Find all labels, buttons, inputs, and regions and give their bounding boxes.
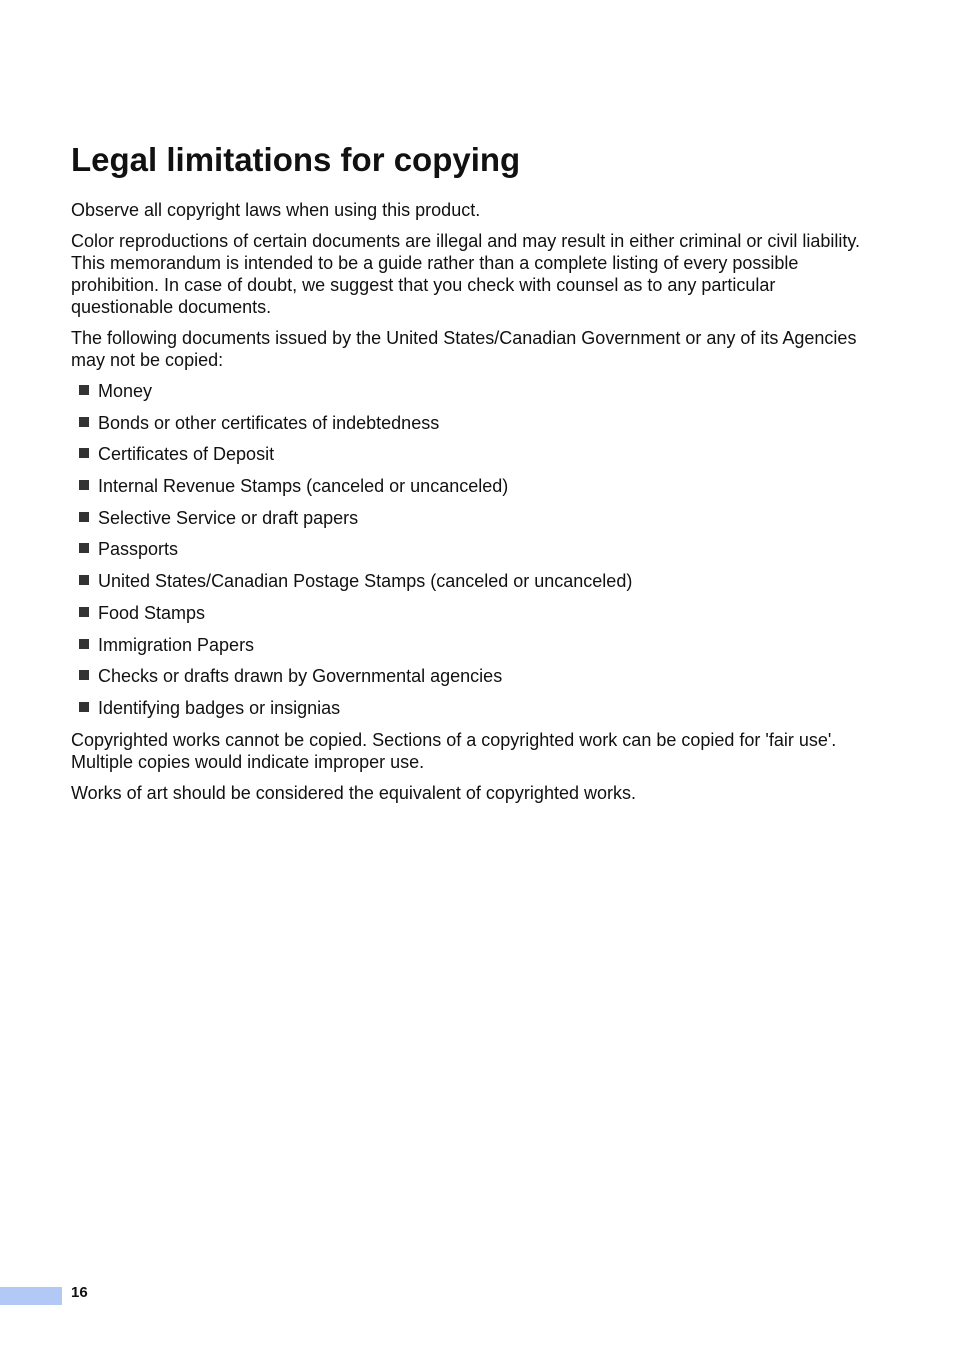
- list-item: [71, 443, 871, 465]
- square-bullet-icon: [79, 702, 89, 712]
- list-item: [71, 665, 871, 687]
- list-item-text: Money: [98, 381, 153, 401]
- square-bullet-icon: [79, 575, 89, 585]
- square-bullet-icon: [79, 512, 89, 522]
- page-number: 16: [71, 1284, 88, 1301]
- list-item-text: Immigration Papers: [98, 634, 255, 655]
- square-bullet-icon: [79, 385, 89, 395]
- list-item-text: Passports: [98, 539, 179, 560]
- list-item: [71, 634, 871, 656]
- footer-accent-bar: [0, 1287, 62, 1305]
- square-bullet-icon: [79, 607, 89, 617]
- list-item-text: Checks or drafts drawn by Governmental agencies: [98, 666, 503, 687]
- list-item-text: United States/Canadian Postage Stamps (canceled or uncanceled): [98, 571, 633, 592]
- following-documents-paragraph: The following documents issued by the United States/Canadian Government or any of its Agencies may not be copied:: [71, 328, 857, 370]
- list-item: [71, 412, 871, 434]
- list-item-text: Identifying badges or insignias: [98, 697, 341, 718]
- square-bullet-icon: [79, 417, 89, 427]
- square-bullet-icon: [79, 670, 89, 680]
- color-reproductions-paragraph: Color reproductions of certain documents are illegal and may result in either criminal or civil liability. This memorandum is intended to be a guide rather than a complete listing of every possible prohibition. In case of doubt, we suggest that you check with counsel as to any particular questionable documents.: [71, 231, 861, 317]
- list-item: [71, 697, 871, 719]
- list-item-text: Internal Revenue Stamps (canceled or uncanceled): [98, 476, 509, 497]
- page-content: [71, 140, 871, 813]
- list-item: [71, 507, 871, 529]
- list-item: [71, 538, 871, 560]
- list-item-text: Certificates of Deposit: [98, 444, 275, 465]
- square-bullet-icon: [79, 543, 89, 553]
- copyrighted-works-paragraph: Copyrighted works cannot be copied. Sections of a copyrighted work can be copied for 'fair use'. Multiple copies would indicate improper use.: [71, 729, 837, 772]
- list-item-text: Bonds or other certificates of indebtedness: [98, 412, 440, 433]
- list-item-text: Food Stamps: [98, 602, 206, 623]
- intro-paragraph: Observe all copyright laws when using this product.: [71, 200, 481, 220]
- list-item: [71, 602, 871, 624]
- list-item: [71, 380, 871, 402]
- list-item: [71, 570, 871, 592]
- page-title: Legal limitations for copying: [71, 141, 521, 178]
- square-bullet-icon: [79, 480, 89, 490]
- works-of-art-paragraph: Works of art should be considered the equivalent of copyrighted works.: [71, 782, 636, 803]
- list-item-text: Selective Service or draft papers: [98, 507, 359, 528]
- list-item: [71, 475, 871, 497]
- square-bullet-icon: [79, 448, 89, 458]
- prohibited-items-list: [71, 380, 871, 719]
- square-bullet-icon: [79, 639, 89, 649]
